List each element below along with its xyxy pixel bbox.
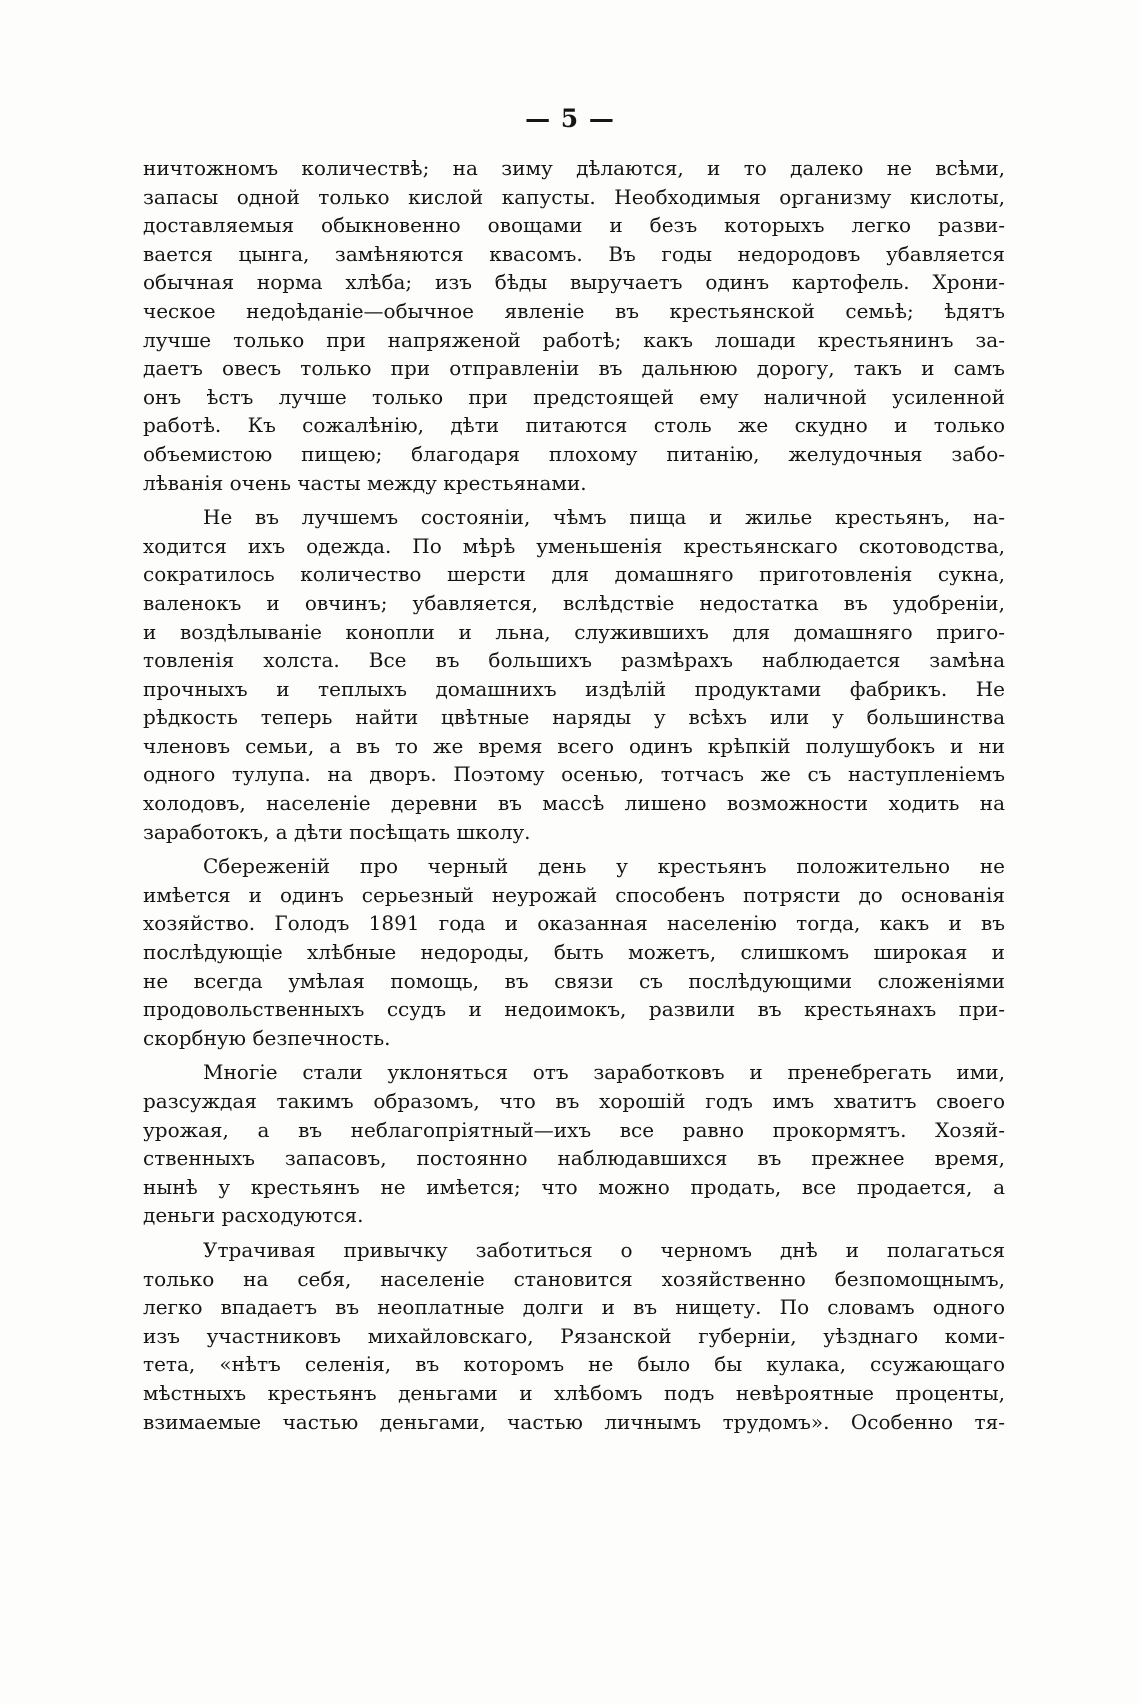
- text-line: ственныхъ запасовъ, постоянно наблюдавшихся въ прежнее время,: [143, 1146, 1005, 1171]
- text-line: деньги расходуются.: [143, 1203, 364, 1228]
- text-line: запасы одной только кислой капусты. Необходимыя организму кислоты,: [143, 184, 1005, 209]
- text-line: разсуждая такимъ образомъ, что въ хорошій годъ имъ хватитъ своего: [143, 1089, 1005, 1113]
- page-number: — 5 —: [525, 104, 615, 133]
- text-line: рѣдкость теперь найти цвѣтные наряды у всѣхъ или у большинства: [143, 705, 1005, 730]
- text-line: валенокъ и овчинъ; убавляется, вслѣдствіе недостатка въ удобреніи,: [143, 590, 1005, 615]
- text-line: Не въ лучшемъ состояніи, чѣмъ пища и жилье крестьянъ, на-: [203, 505, 1005, 530]
- text-line: холодовъ, населеніе деревни въ массѣ лишено возможности ходить на: [143, 791, 1005, 816]
- text-line: даетъ овесъ только при отправленіи въ дальнюю дорогу, такъ и самъ: [143, 356, 1005, 381]
- text-line: заработокъ, а дѣти посѣщать школу.: [143, 819, 531, 844]
- text-line: членовъ семьи, а въ то же время всего одинъ крѣпкій полушубокъ и ни: [143, 733, 1005, 758]
- text-line: тета, «нѣтъ селенія, въ которомъ не было бы кулака, ссужающаго: [143, 1352, 1005, 1377]
- text-line: сократилось количество шерсти для домашняго приготовленія сукна,: [143, 562, 1005, 587]
- text-line: ходится ихъ одежда. По мѣрѣ уменьшенія крестьянскаго скотоводства,: [143, 533, 1005, 558]
- text-line: ческое недоѣданіе—обычное явленіе въ крестьянской семьѣ; ѣдятъ: [143, 298, 1005, 323]
- body-text: [143, 154, 1005, 1436]
- text-line: Сбереженій про черный день у крестьянъ положительно не: [203, 854, 1005, 879]
- text-line: мѣстныхъ крестьянъ деньгами и хлѣбомъ подъ невѣроятные проценты,: [143, 1380, 1005, 1405]
- text-line: объемистою пищею; благодаря плохому питанію, желудочныя забо-: [143, 441, 1005, 466]
- text-line: имѣется и одинъ серьезный неурожай способенъ потрясти до основанія: [143, 882, 1005, 907]
- text-line: обычная норма хлѣба; изъ бѣды выручаетъ одинъ картофель. Хрони-: [143, 270, 1005, 295]
- text-line: Утрачивая привычку заботиться о черномъ днѣ и полагаться: [203, 1237, 1005, 1262]
- text-line: и воздѣлываніе конопли и льна, служившихъ для домашняго приго-: [143, 619, 1005, 644]
- text-line: товленія холста. Все въ большихъ размѣрахъ наблюдается замѣна: [143, 648, 1005, 673]
- text-line: изъ участниковъ михайловскаго, Рязанской губерніи, уѣзднаго коми-: [143, 1323, 1005, 1348]
- text-line: скорбную безпечность.: [143, 1025, 391, 1050]
- text-line: хозяйство. Голодъ 1891 года и оказанная населенію тогда, какъ и въ: [143, 911, 1005, 936]
- text-line: одного тулупа. на дворъ. Поэтому осенью, тотчасъ же съ наступленіемъ: [143, 762, 1005, 787]
- text-line: легко впадаетъ въ неоплатные долги и въ нищету. По словамъ одного: [143, 1295, 1005, 1320]
- text-line: прочныхъ и теплыхъ домашнихъ издѣлій продуктами фабрикъ. Не: [143, 676, 1005, 701]
- text-line: вается цынга, замѣняются квасомъ. Въ годы недородовъ убавляется: [143, 241, 1005, 266]
- text-line: лучше только при напряженой работѣ; какъ лошади крестьянинъ за-: [143, 327, 1005, 352]
- text-line: не всегда умѣлая помощь, въ связи съ послѣдующими сложеніями: [143, 968, 1005, 993]
- text-line: нынѣ у крестьянъ не имѣется; что можно продать, все продается, а: [143, 1174, 1005, 1199]
- text-line: урожая, а въ неблагопріятный—ихъ все равно прокормятъ. Хозяй-: [143, 1117, 1005, 1142]
- text-line: только на себя, населеніе становится хозяйственно безпомощнымъ,: [143, 1266, 1005, 1291]
- text-line: ничтожномъ количествѣ; на зиму дѣлаются, и то далеко не всѣми,: [143, 156, 1005, 180]
- text-line: онъ ѣстъ лучше только при предстоящей ему наличной усиленной: [143, 384, 1005, 409]
- text-line: Многіе стали уклоняться отъ заработковъ и пренебрегать ими,: [203, 1060, 1005, 1085]
- text-line: лѣванія очень часты между крестьянами.: [143, 470, 587, 495]
- text-line: взимаемые частью деньгами, частью личнымъ трудомъ». Особенно тя-: [143, 1409, 1005, 1434]
- text-line: работѣ. Къ сожалѣнію, дѣти питаются столь же скудно и только: [143, 413, 1005, 438]
- text-line: продовольственныхъ ссудъ и недоимокъ, развили въ крестьянахъ при-: [143, 997, 1005, 1022]
- text-line: послѣдующіе хлѣбные недороды, быть можетъ, слишкомъ широкая и: [143, 940, 1005, 965]
- text-line: доставляемыя обыкновенно овощами и безъ которыхъ легко разви-: [143, 213, 1005, 238]
